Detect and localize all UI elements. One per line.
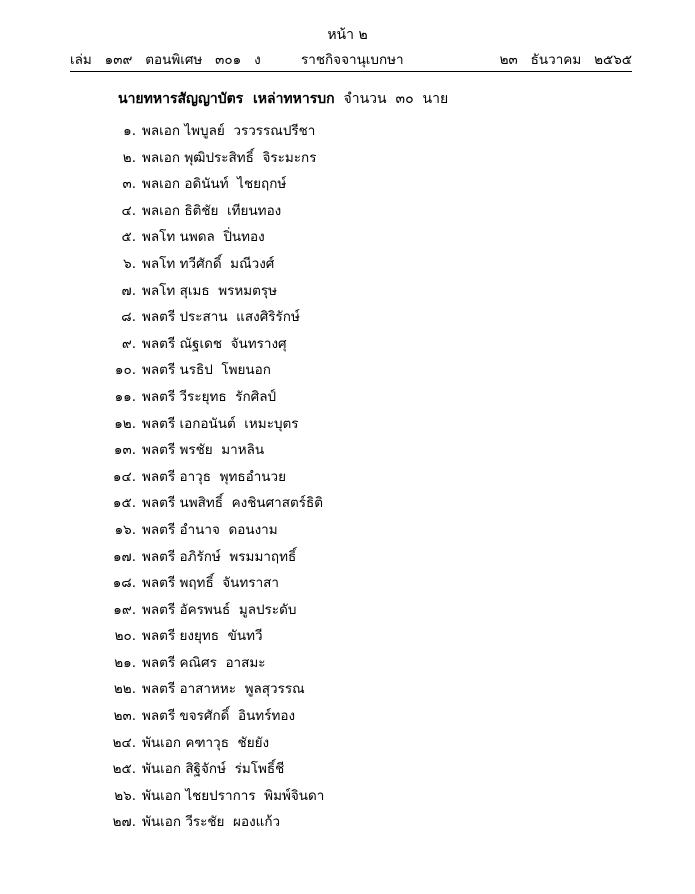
list-item — [0, 116, 695, 143]
item-number: ๑๔. — [112, 468, 136, 485]
list-item — [0, 542, 695, 569]
item-name: พลตรี ประสาน แสงศิริรักษ์ — [142, 309, 300, 326]
item-number: ๑๑. — [114, 388, 136, 405]
item-number: ๑๙. — [113, 601, 136, 618]
item-number: ๘. — [121, 309, 136, 326]
gazette-header — [70, 48, 632, 68]
item-number: ๕. — [121, 229, 136, 246]
item-number: ๑๒. — [114, 415, 136, 432]
item-name: พลตรี อาสาหหะ พูลสุวรรณ — [142, 681, 305, 698]
item-number: ๖. — [123, 255, 136, 272]
list-item — [0, 515, 695, 542]
list-item — [0, 196, 695, 223]
list-item — [0, 355, 695, 382]
item-name: พันเอก คฑาวุธ ชัยยัง — [142, 734, 270, 751]
item-number: ๒๑. — [114, 654, 136, 671]
publication-date: ๒๓ ธันวาคม ๒๕๖๕ — [499, 52, 632, 68]
item-number: ๑๐. — [114, 362, 136, 379]
item-name: พลเอก อดินันท์ ไชยฤกษ์ — [142, 176, 287, 193]
list-item — [0, 488, 695, 515]
item-number: ๒๕. — [112, 761, 136, 778]
section-heading-count: จำนวน ๓๐ นาย — [334, 91, 449, 107]
item-number: ๑๖. — [114, 521, 136, 538]
item-name: พลเอก ไพบูลย์ วรวรรณปรีชา — [142, 123, 316, 139]
list-item — [0, 302, 695, 329]
list-item — [0, 568, 695, 595]
item-name: พลโท นพดล ปิ่นทอง — [142, 229, 265, 246]
publication-title: ราชกิจจานุเบกษา — [301, 52, 404, 68]
item-number: ๒. — [122, 149, 136, 166]
item-name: พลตรี นรธิป โพยนอก — [142, 362, 271, 379]
list-item — [0, 674, 695, 701]
item-number: ๒๐. — [114, 628, 136, 645]
item-number: ๒๗. — [112, 814, 136, 831]
item-name: พลตรี วีระยุทธ รักศิลป์ — [142, 388, 277, 405]
section-heading — [118, 88, 448, 110]
list-item — [0, 409, 695, 436]
list-item — [0, 595, 695, 622]
item-number: ๑. — [123, 123, 136, 139]
list-item — [0, 462, 695, 489]
item-name: พลตรี พรชัย มาหลิน — [142, 442, 265, 459]
list-item — [0, 754, 695, 781]
item-name: พลโท ทวีศักดิ์ มณีวงศ์ — [142, 255, 275, 272]
list-item — [0, 781, 695, 808]
item-name: พลตรี อัครพนธ์ มูลประดับ — [142, 601, 297, 618]
list-item — [0, 728, 695, 755]
item-number: ๒๓. — [113, 708, 136, 725]
item-name: พลโท สุเมธ พรหมตรุษ — [142, 282, 278, 299]
item-number: ๑๘. — [112, 575, 136, 592]
list-item — [0, 169, 695, 196]
item-number: ๑๗. — [112, 548, 136, 565]
list-item — [0, 329, 695, 356]
item-name: พลตรี ยงยุทธ ขันทวี — [142, 628, 263, 645]
item-number: ๑๕. — [112, 495, 136, 512]
item-number: ๙. — [121, 335, 136, 352]
list-item — [0, 807, 695, 834]
item-number: ๒๖. — [114, 787, 136, 804]
item-name: พันเอก สิฐิจักษ์ ร่มโพธิ์ชี — [142, 761, 285, 778]
list-item — [0, 621, 695, 648]
item-name: พลเอก พุฒิประสิทธิ์ จิระมะกร — [142, 149, 317, 166]
header-divider — [70, 71, 632, 72]
item-name: พลเอก ธิติชัย เทียนทอง — [142, 202, 282, 219]
item-name: พลตรี เอกอนันต์ เหมะบุตร — [142, 415, 299, 432]
list-item — [0, 435, 695, 462]
volume-issue-info: เล่ม ๑๓๙ ตอนพิเศษ ๓๐๑ ง — [70, 52, 261, 68]
section-heading-bold: นายทหารสัญญาบัตร เหล่าทหารบก — [118, 91, 335, 107]
item-name: พลตรี นพสิทธิ์ คงชินศาสตร์ธิติ — [142, 495, 323, 512]
list-item — [0, 143, 695, 170]
list-item — [0, 648, 695, 675]
list-item — [0, 249, 695, 276]
item-number: ๔. — [121, 202, 136, 219]
officer-list — [0, 116, 695, 834]
item-number: ๑๓. — [113, 442, 136, 459]
item-name: พลตรี ขจรศักดิ์ อินทร์ทอง — [142, 708, 296, 725]
item-number: ๓. — [122, 176, 136, 193]
item-number: ๗. — [121, 282, 136, 299]
page-number: หน้า ๒ — [327, 27, 368, 43]
item-name: พลตรี พฤทธิ์ จันทราสา — [142, 575, 279, 592]
item-name: พลตรี อภิรักษ์ พรมมาฤทธิ์ — [142, 548, 297, 565]
item-name: พลตรี คณิศร อาสมะ — [142, 654, 266, 671]
list-item — [0, 701, 695, 728]
item-number: ๒๒. — [113, 681, 136, 698]
item-name: พลตรี ณัฐเดช จันทรางศุ — [142, 335, 287, 352]
item-name: พลตรี อาวุธ พุทธอำนวย — [142, 468, 287, 485]
list-item — [0, 382, 695, 409]
item-name: พันเอก ไชยปราการ พิมพ์จินดา — [142, 787, 325, 804]
item-number: ๒๔. — [112, 734, 136, 751]
item-name: พันเอก วีระชัย ผองแก้ว — [142, 814, 281, 831]
item-name: พลตรี อำนาจ ดอนงาม — [142, 521, 278, 538]
list-item — [0, 222, 695, 249]
list-item — [0, 276, 695, 303]
